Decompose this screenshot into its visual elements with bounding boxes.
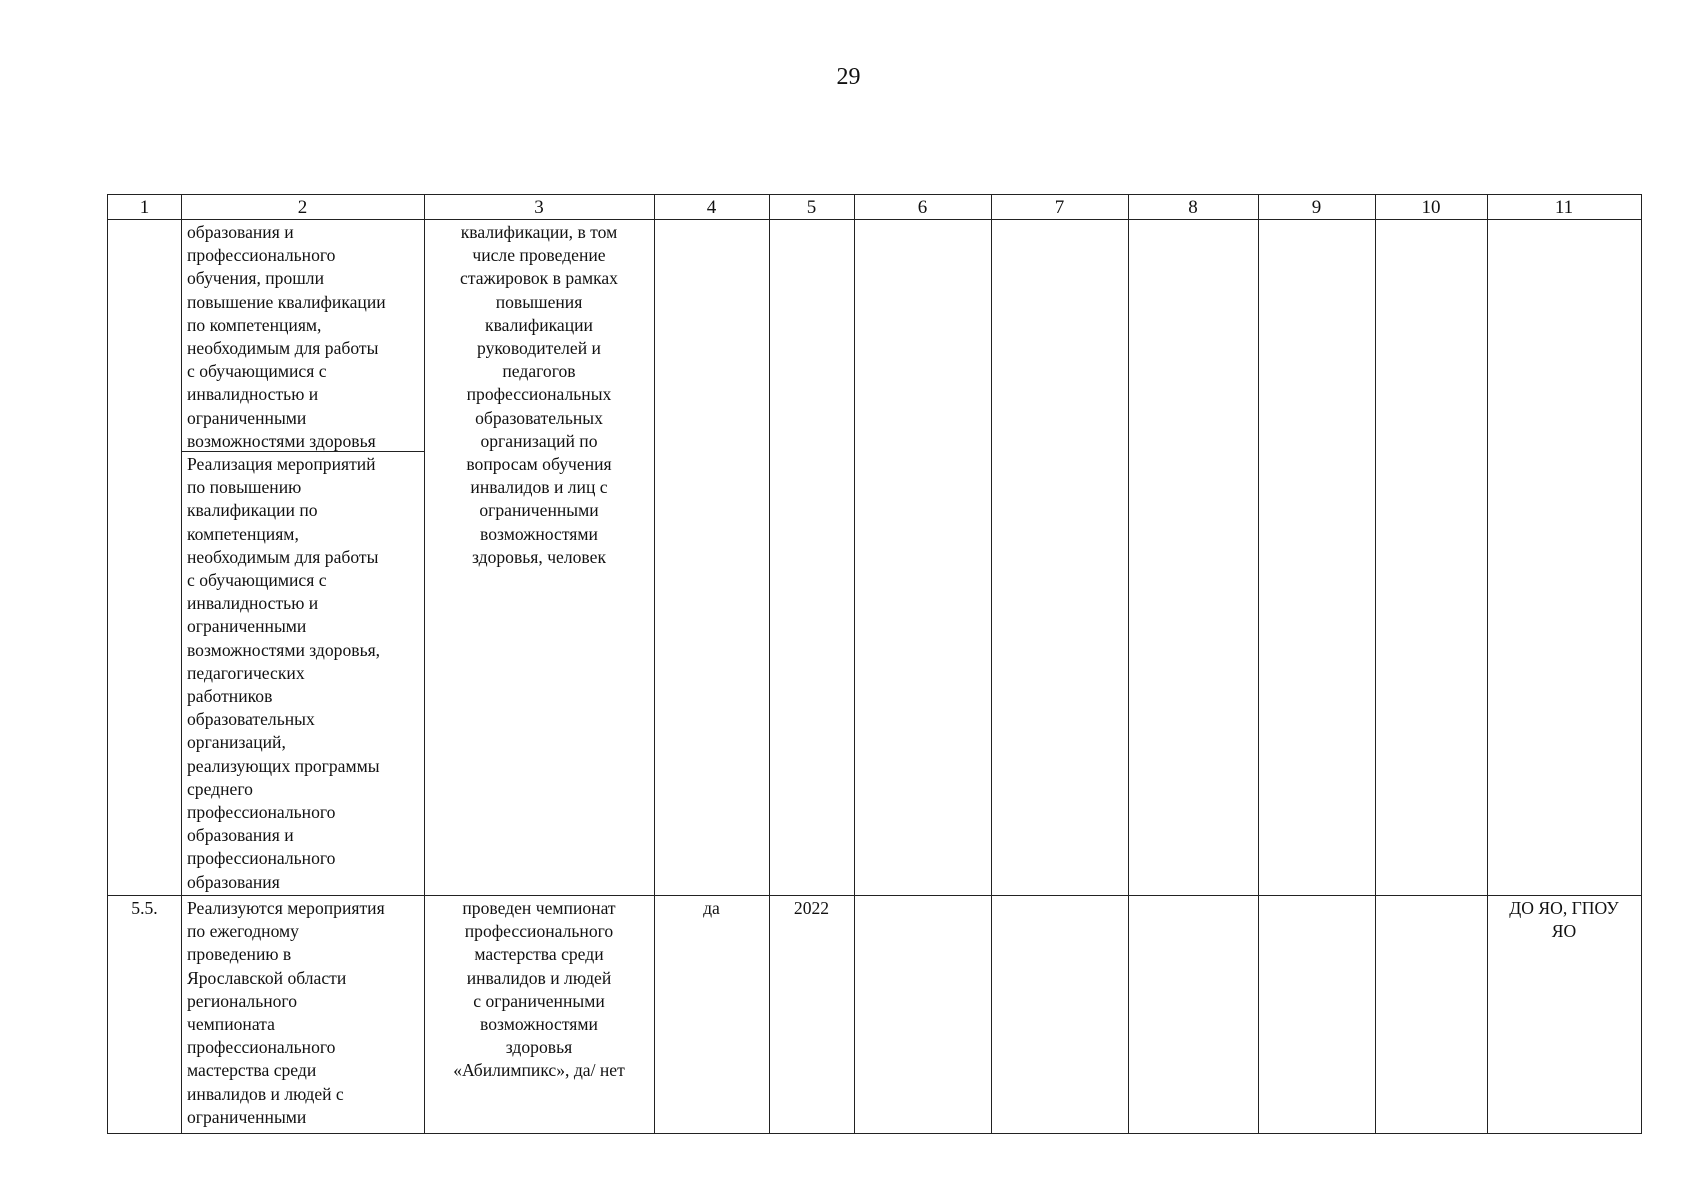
column-border [1375,195,1376,1133]
column-border [654,195,655,1133]
header-bottom-border [108,219,1641,220]
page-number: 29 [836,64,861,90]
row-border [108,895,1641,896]
continued-indicator-text: образования и профессионального обучения, прошли повышение квалификации по компетенциям, необходимым для работы с обучающимися с инвалидностью и ограниченными возможностями здоровья [187,222,386,451]
header-col-5: 5 [806,197,817,218]
continued-event-text: Реализация мероприятий по повышению квалификации по компетенциям, необходимым для работы с обучающимися с инвалидностью и ограниченными возможностями здоровья, педагогических работников образовательных организаций, реализующих программы среднего профессионального образования и профессионального образования [187,454,381,892]
header-col-6: 6 [917,197,928,218]
row-event-text: Реализуются мероприятия по ежегодному проведению в Ярославской области регионального чемпионата профессионального мастерства среди инвалидов и людей с ограниченными [187,898,385,1127]
row-number: 5.5. [131,898,158,918]
header-col-1: 1 [139,197,150,218]
column-border [991,195,992,1133]
header-col-3: 3 [534,197,544,218]
column-border [1258,195,1259,1133]
data-table [107,194,1642,1134]
column-border [769,195,770,1133]
row-value: да [703,898,720,918]
row-result-text: проведен чемпионат профессионального мастерства среди инвалидов и людей с ограниченными возможностями здоровья «Абилимпикс», да/ нет [453,898,625,1081]
header-col-10: 10 [1421,197,1441,218]
row-responsible: ДО ЯО, ГПОУ ЯО [1509,898,1619,942]
header-col-7: 7 [1054,197,1065,218]
header-col-4: 4 [706,197,717,218]
column-border [1128,195,1129,1133]
continued-result-text: квалификации, в том числе проведение стажировок в рамках повышения квалификации руководителей и педагогов профессиональных образовательных организаций по вопросам обучения инвалидов и лиц с ограниченными возможностями здоровья, человек [460,222,618,567]
column-border [854,195,855,1133]
row-year: 2022 [793,898,830,918]
header-col-8: 8 [1188,197,1198,218]
column-border [1487,195,1488,1133]
header-col-9: 9 [1311,197,1322,218]
header-col-2: 2 [297,197,308,218]
header-col-11: 11 [1554,197,1574,218]
